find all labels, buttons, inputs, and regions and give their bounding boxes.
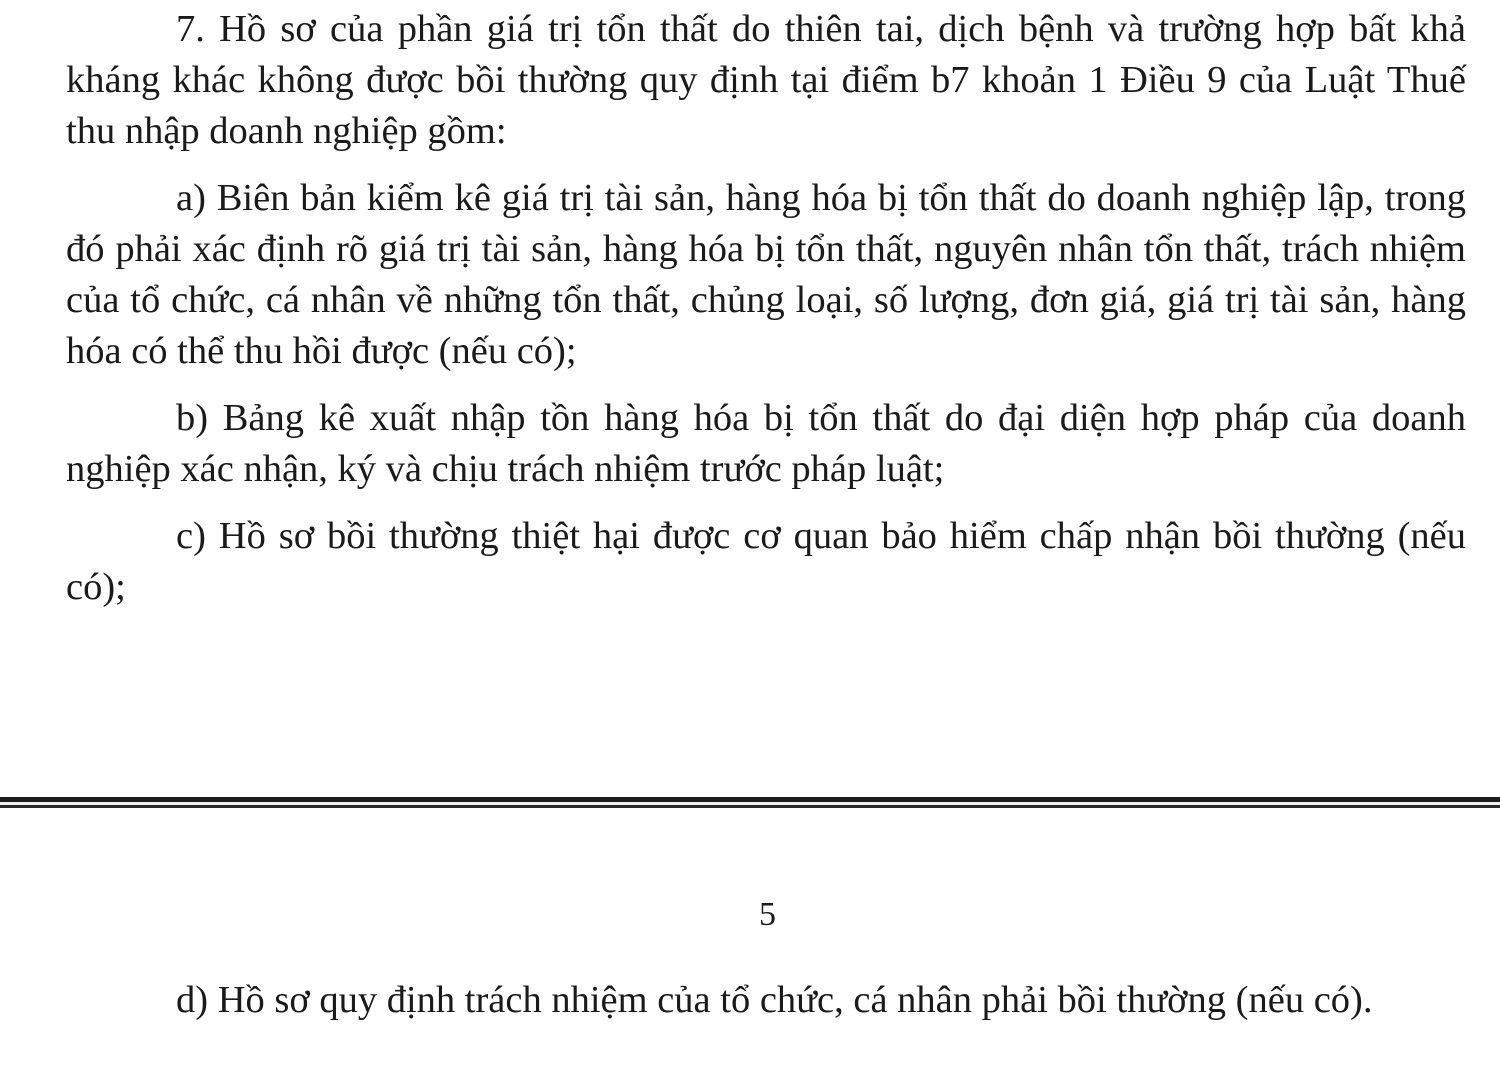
paragraph-item-b: b) Bảng kê xuất nhập tồn hàng hóa bị tổn thất do đại diện hợp pháp của doanh nghiệp xác nhận, ký và chịu trách nhiệm trước pháp luật; [66,397,1466,490]
paragraph-item-c: c) Hồ sơ bồi thường thiệt hại được cơ quan bảo hiểm chấp nhận bồi thường (nếu có); [66,515,1466,608]
page-break-divider [0,797,1500,813]
paragraph-item-a: a) Biên bản kiểm kê giá trị tài sản, hàng hóa bị tổn thất do doanh nghiệp lập, trong đó phải xác định rõ giá trị tài sản, hàng hóa bị tổn thất, nguyên nhân tổn thất, trách nhiệm của tổ chức, cá nhân về những tổn thất, chủng loại, số lượng, đơn giá, giá trị tài sản, hàng hóa có thể thu hồi được (nếu có); [66,177,1466,372]
document-page-lower [0,813,1500,1085]
paragraph-item-d: d) Hồ sơ quy định trách nhiệm của tổ chức, cá nhân phải bồi thường (nếu có). [176,979,1373,1021]
document-body [66,4,1466,613]
page-number: 5 [759,896,776,933]
divider-thin-line [0,805,1500,808]
next-page-body [66,975,1466,1026]
paragraph-7-intro: 7. Hồ sơ của phần giá trị tổn thất do thiên tai, dịch bệnh và trường hợp bất khả kháng khác không được bồi thường quy định tại điểm b7 khoản 1 Điều 9 của Luật Thuế thu nhập doanh nghiệp gồm: [66,8,1466,152]
